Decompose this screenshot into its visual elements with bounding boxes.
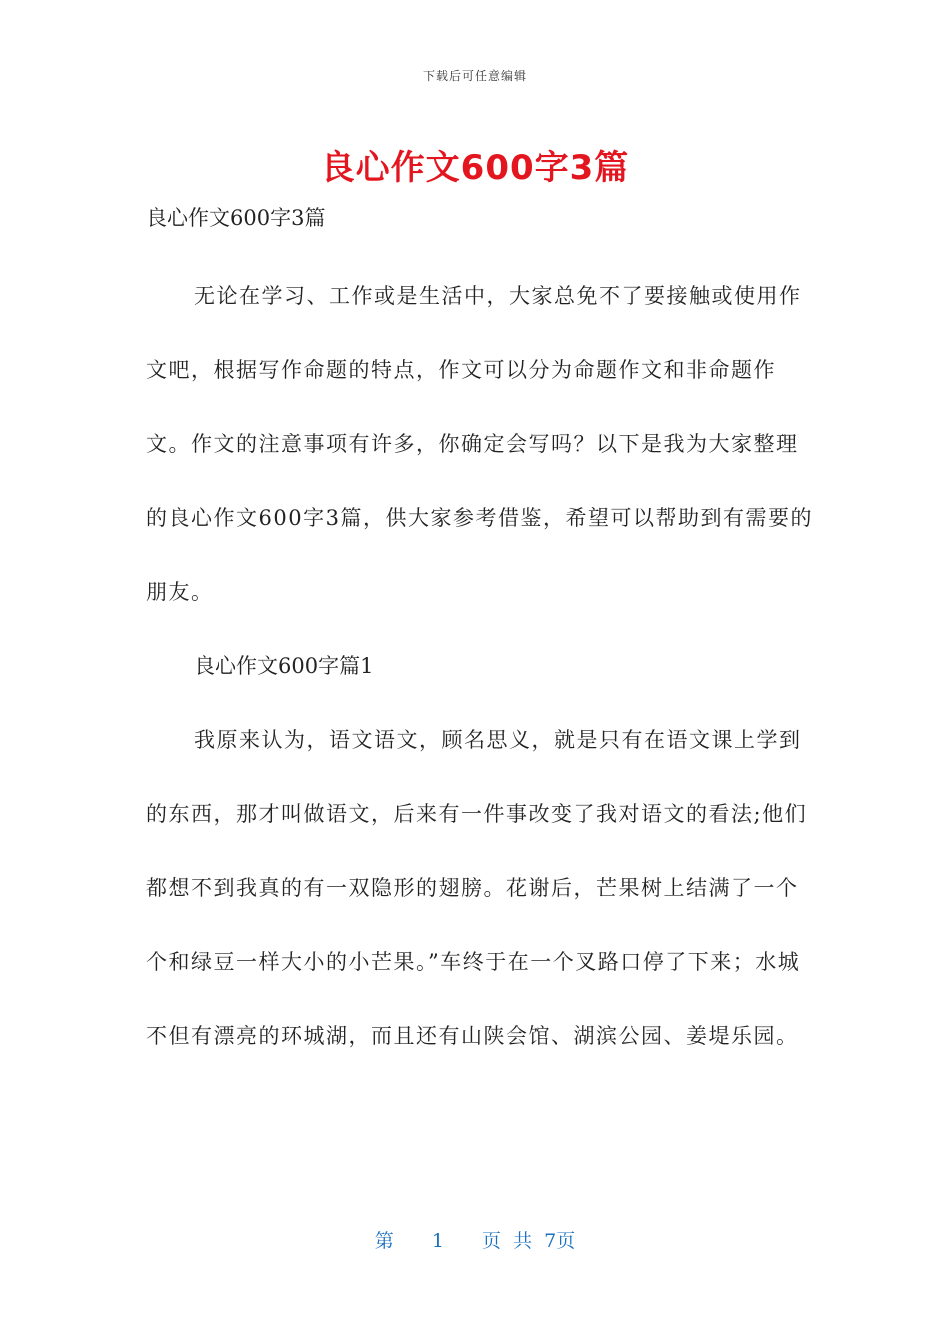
document-subtitle: 良心作文600字3篇 bbox=[146, 206, 326, 230]
footer-total-pages: 7页 bbox=[544, 1230, 576, 1252]
section-1-heading: 良心作文600字篇1 bbox=[194, 654, 374, 678]
footer-prefix: 第 bbox=[374, 1230, 394, 1252]
header-note: 下载后可任意编辑 bbox=[422, 69, 527, 83]
document-body bbox=[146, 200, 816, 1073]
footer-middle: 页 共 bbox=[482, 1230, 533, 1252]
document-title: 良心作文600字3篇 bbox=[320, 148, 630, 188]
intro-paragraph: 无论在学习、工作或是生活中，大家总免不了要接触或使用作文吧，根据写作命题的特点，作文可以分为命题作文和非命题作文。作文的注意事项有许多，你确定会写吗？以下是我为大家整理的良心作文600字3篇，供大家参考借鉴，希望可以帮助到有需要的朋友。 bbox=[146, 284, 813, 604]
page-footer bbox=[0, 1226, 950, 1253]
section-1-paragraph: 我原来认为，语文语文，顾名思义，就是只有在语文课上学到的东西，那才叫做语文，后来有一件事改变了我对语文的看法;他们都想不到我真的有一双隐形的翅膀。花谢后，芒果树上结满了一个个和绿豆一样大小的小芒果。”车终于在一个叉路口停了下来；水城不但有漂亮的环城湖，而且还有山陕会馆、湖滨公园、姜堤乐园。 bbox=[146, 728, 808, 1048]
footer-current-page: 1 bbox=[431, 1230, 444, 1252]
